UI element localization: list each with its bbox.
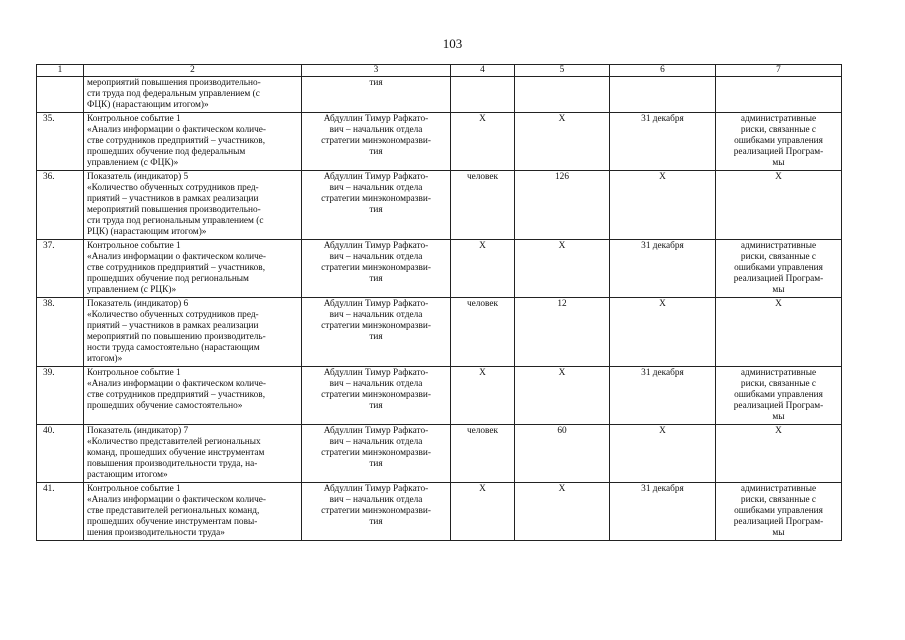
row-value: 60: [515, 425, 610, 483]
header-cell-7: 7: [716, 65, 842, 77]
description-line: «Анализ информации о фактическом количе-: [87, 252, 267, 262]
row-description: [84, 77, 302, 113]
description-line: Контрольное событие 1: [87, 484, 181, 494]
row-risks: [716, 77, 842, 113]
description-line: ФЦК) (нарастающим итогом)»: [87, 100, 209, 110]
risk-line: ошибками управления: [734, 263, 823, 273]
row-number: 41.: [37, 483, 84, 541]
responsible-line: тия: [369, 274, 383, 284]
risk-line: X: [775, 299, 782, 309]
risk-line: X: [775, 172, 782, 182]
description-line: стве сотрудников предприятий – участников,: [87, 263, 266, 273]
row-risks: [716, 483, 842, 541]
responsible-line: тия: [369, 205, 383, 215]
responsible-line: Абдуллин Тимур Рафкато-: [323, 241, 429, 251]
row-number: 39.: [37, 367, 84, 425]
row-deadline: X: [610, 298, 716, 367]
description-line: РЦК) (нарастающим итогом)»: [87, 227, 207, 237]
responsible-line: Абдуллин Тимур Рафкато-: [323, 368, 429, 378]
description-line: Показатель (индикатор) 5: [87, 172, 189, 182]
responsible-line: вич – начальник отдела: [329, 125, 423, 135]
risk-line: мы: [772, 158, 785, 168]
description-line: прошедших обучение под региональным: [87, 274, 249, 284]
responsible-line: тия: [369, 459, 383, 469]
description-line: «Анализ информации о фактическом количе-: [87, 125, 267, 135]
row-risks: [716, 367, 842, 425]
description-line: стве сотрудников предприятий – участников,: [87, 390, 266, 400]
risk-line: административные: [740, 114, 817, 124]
row-responsible: [302, 483, 451, 541]
row-number: 37.: [37, 240, 84, 298]
row-value: X: [515, 483, 610, 541]
header-cell-1: 1: [37, 65, 84, 77]
responsible-line: вич – начальник отдела: [329, 495, 423, 505]
description-line: управлением (с РЦК)»: [87, 285, 177, 295]
risk-line: риски, связанные с: [740, 125, 817, 135]
risk-line: реализацией Програм-: [733, 401, 824, 411]
responsible-line: стратегии минэкономразви-: [321, 263, 431, 273]
responsible-line: Абдуллин Тимур Рафкато-: [323, 114, 429, 124]
description-line: повышения производительности труда, на-: [87, 459, 258, 469]
row-value: 12: [515, 298, 610, 367]
header-row: [37, 65, 842, 77]
row-responsible: [302, 298, 451, 367]
row-responsible: [302, 240, 451, 298]
risk-line: X: [775, 426, 782, 436]
description-line: «Анализ информации о фактическом количе-: [87, 379, 267, 389]
description-line: приятий – участников в рамках реализации: [87, 194, 259, 204]
description-line: приятий – участников в рамках реализации: [87, 321, 259, 331]
description-line: прошедших обучение самостоятельно»: [87, 401, 243, 411]
risk-line: ошибками управления: [734, 136, 823, 146]
row-responsible: [302, 77, 451, 113]
responsible-line: Абдуллин Тимур Рафкато-: [323, 172, 429, 182]
risk-line: риски, связанные с: [740, 495, 817, 505]
row-responsible: [302, 367, 451, 425]
row-deadline: [610, 77, 716, 113]
page-number: 103: [442, 36, 463, 51]
row-unit: X: [451, 483, 515, 541]
row-number: [37, 77, 84, 113]
description-line: Показатель (индикатор) 7: [87, 426, 189, 436]
row-deadline: 31 декабря: [610, 240, 716, 298]
row-value: X: [515, 240, 610, 298]
description-line: «Анализ информации о фактическом количе-: [87, 495, 267, 505]
description-line: Показатель (индикатор) 6: [87, 299, 189, 309]
risk-line: административные: [740, 484, 817, 494]
description-line: мероприятий повышения производительно-: [87, 78, 261, 88]
header-cell-6: 6: [610, 65, 716, 77]
table-row: [37, 483, 842, 541]
description-line: стве представителей региональных команд,: [87, 506, 260, 516]
row-deadline: 31 декабря: [610, 367, 716, 425]
row-risks: [716, 113, 842, 171]
description-line: Контрольное событие 1: [87, 114, 181, 124]
table-row: [37, 240, 842, 298]
responsible-line: вич – начальник отдела: [329, 437, 423, 447]
header-cell-3: 3: [302, 65, 451, 77]
responsible-line: Абдуллин Тимур Рафкато-: [323, 484, 429, 494]
row-description: [84, 367, 302, 425]
row-unit: человек: [451, 171, 515, 240]
row-value: 126: [515, 171, 610, 240]
risk-line: реализацией Програм-: [733, 517, 824, 527]
description-line: итогом)»: [87, 354, 123, 364]
risk-line: административные: [740, 368, 817, 378]
row-unit: человек: [451, 425, 515, 483]
responsible-line: Абдуллин Тимур Рафкато-: [323, 299, 429, 309]
table-row: [37, 77, 842, 113]
description-line: растающим итогом»: [87, 470, 168, 480]
row-risks: [716, 240, 842, 298]
description-line: Контрольное событие 1: [87, 368, 181, 378]
row-description: [84, 298, 302, 367]
responsible-line: стратегии минэкономразви-: [321, 448, 431, 458]
description-line: ности труда самостоятельно (нарастающим: [87, 343, 260, 353]
description-line: прошедших обучение под федеральным: [87, 147, 246, 157]
header-cell-2: 2: [84, 65, 302, 77]
risk-line: ошибками управления: [734, 390, 823, 400]
row-deadline: X: [610, 425, 716, 483]
description-line: мероприятий повышения производительно-: [87, 205, 261, 215]
description-line: мероприятий по повышению производитель-: [87, 332, 266, 342]
risk-line: реализацией Програм-: [733, 147, 824, 157]
responsible-line: Абдуллин Тимур Рафкато-: [323, 426, 429, 436]
row-deadline: X: [610, 171, 716, 240]
risk-line: реализацией Програм-: [733, 274, 824, 284]
row-responsible: [302, 171, 451, 240]
risk-line: мы: [772, 285, 785, 295]
description-line: команд, прошедших обучение инструментам: [87, 448, 265, 458]
risk-line: административные: [740, 241, 817, 251]
description-line: сти труда под региональным управлением (с: [87, 216, 264, 226]
row-description: [84, 240, 302, 298]
row-description: [84, 483, 302, 541]
row-unit: человек: [451, 298, 515, 367]
row-value: X: [515, 113, 610, 171]
row-description: [84, 113, 302, 171]
responsible-line: стратегии минэкономразви-: [321, 321, 431, 331]
table-row: [37, 113, 842, 171]
risk-line: риски, связанные с: [740, 379, 817, 389]
description-line: стве сотрудников предприятий – участников,: [87, 136, 266, 146]
description-line: «Количество обученных сотрудников пред-: [87, 183, 259, 193]
responsible-line: стратегии минэкономразви-: [321, 390, 431, 400]
responsible-line: стратегии минэкономразви-: [321, 136, 431, 146]
row-value: [515, 77, 610, 113]
responsible-line: тия: [369, 147, 383, 157]
header-cell-5: 5: [515, 65, 610, 77]
row-deadline: 31 декабря: [610, 483, 716, 541]
description-line: сти труда под федеральным управлением (с: [87, 89, 260, 99]
description-line: «Количество обученных сотрудников пред-: [87, 310, 259, 320]
row-risks: [716, 171, 842, 240]
row-number: 38.: [37, 298, 84, 367]
risk-line: мы: [772, 528, 785, 538]
table-row: [37, 171, 842, 240]
responsible-line: тия: [369, 78, 383, 88]
risk-line: риски, связанные с: [740, 252, 817, 262]
row-deadline: 31 декабря: [610, 113, 716, 171]
row-responsible: [302, 113, 451, 171]
row-unit: X: [451, 367, 515, 425]
responsible-line: вич – начальник отдела: [329, 379, 423, 389]
row-number: 40.: [37, 425, 84, 483]
header-cell-4: 4: [451, 65, 515, 77]
description-line: управлением (с ФЦК)»: [87, 158, 179, 168]
description-line: прошедших обучение инструментам повы-: [87, 517, 258, 527]
responsible-line: вич – начальник отдела: [329, 310, 423, 320]
row-description: [84, 425, 302, 483]
responsible-line: вич – начальник отдела: [329, 252, 423, 262]
row-risks: [716, 298, 842, 367]
risk-line: мы: [772, 412, 785, 422]
table-row: [37, 425, 842, 483]
row-value: X: [515, 367, 610, 425]
responsible-line: вич – начальник отдела: [329, 183, 423, 193]
row-unit: X: [451, 240, 515, 298]
description-line: Контрольное событие 1: [87, 241, 181, 251]
row-unit: X: [451, 113, 515, 171]
table-body: [37, 77, 842, 541]
row-number: 35.: [37, 113, 84, 171]
table-row: [37, 367, 842, 425]
responsible-line: тия: [369, 401, 383, 411]
row-unit: [451, 77, 515, 113]
risk-line: ошибками управления: [734, 506, 823, 516]
description-line: шения производительности труда»: [87, 528, 225, 538]
responsible-line: стратегии минэкономразви-: [321, 506, 431, 516]
table-row: [37, 298, 842, 367]
responsible-line: тия: [369, 517, 383, 527]
row-risks: [716, 425, 842, 483]
responsible-line: стратегии минэкономразви-: [321, 194, 431, 204]
row-number: 36.: [37, 171, 84, 240]
row-responsible: [302, 425, 451, 483]
responsible-line: тия: [369, 332, 383, 342]
plan-table: [36, 64, 842, 541]
row-description: [84, 171, 302, 240]
description-line: «Количество представителей региональных: [87, 437, 261, 447]
